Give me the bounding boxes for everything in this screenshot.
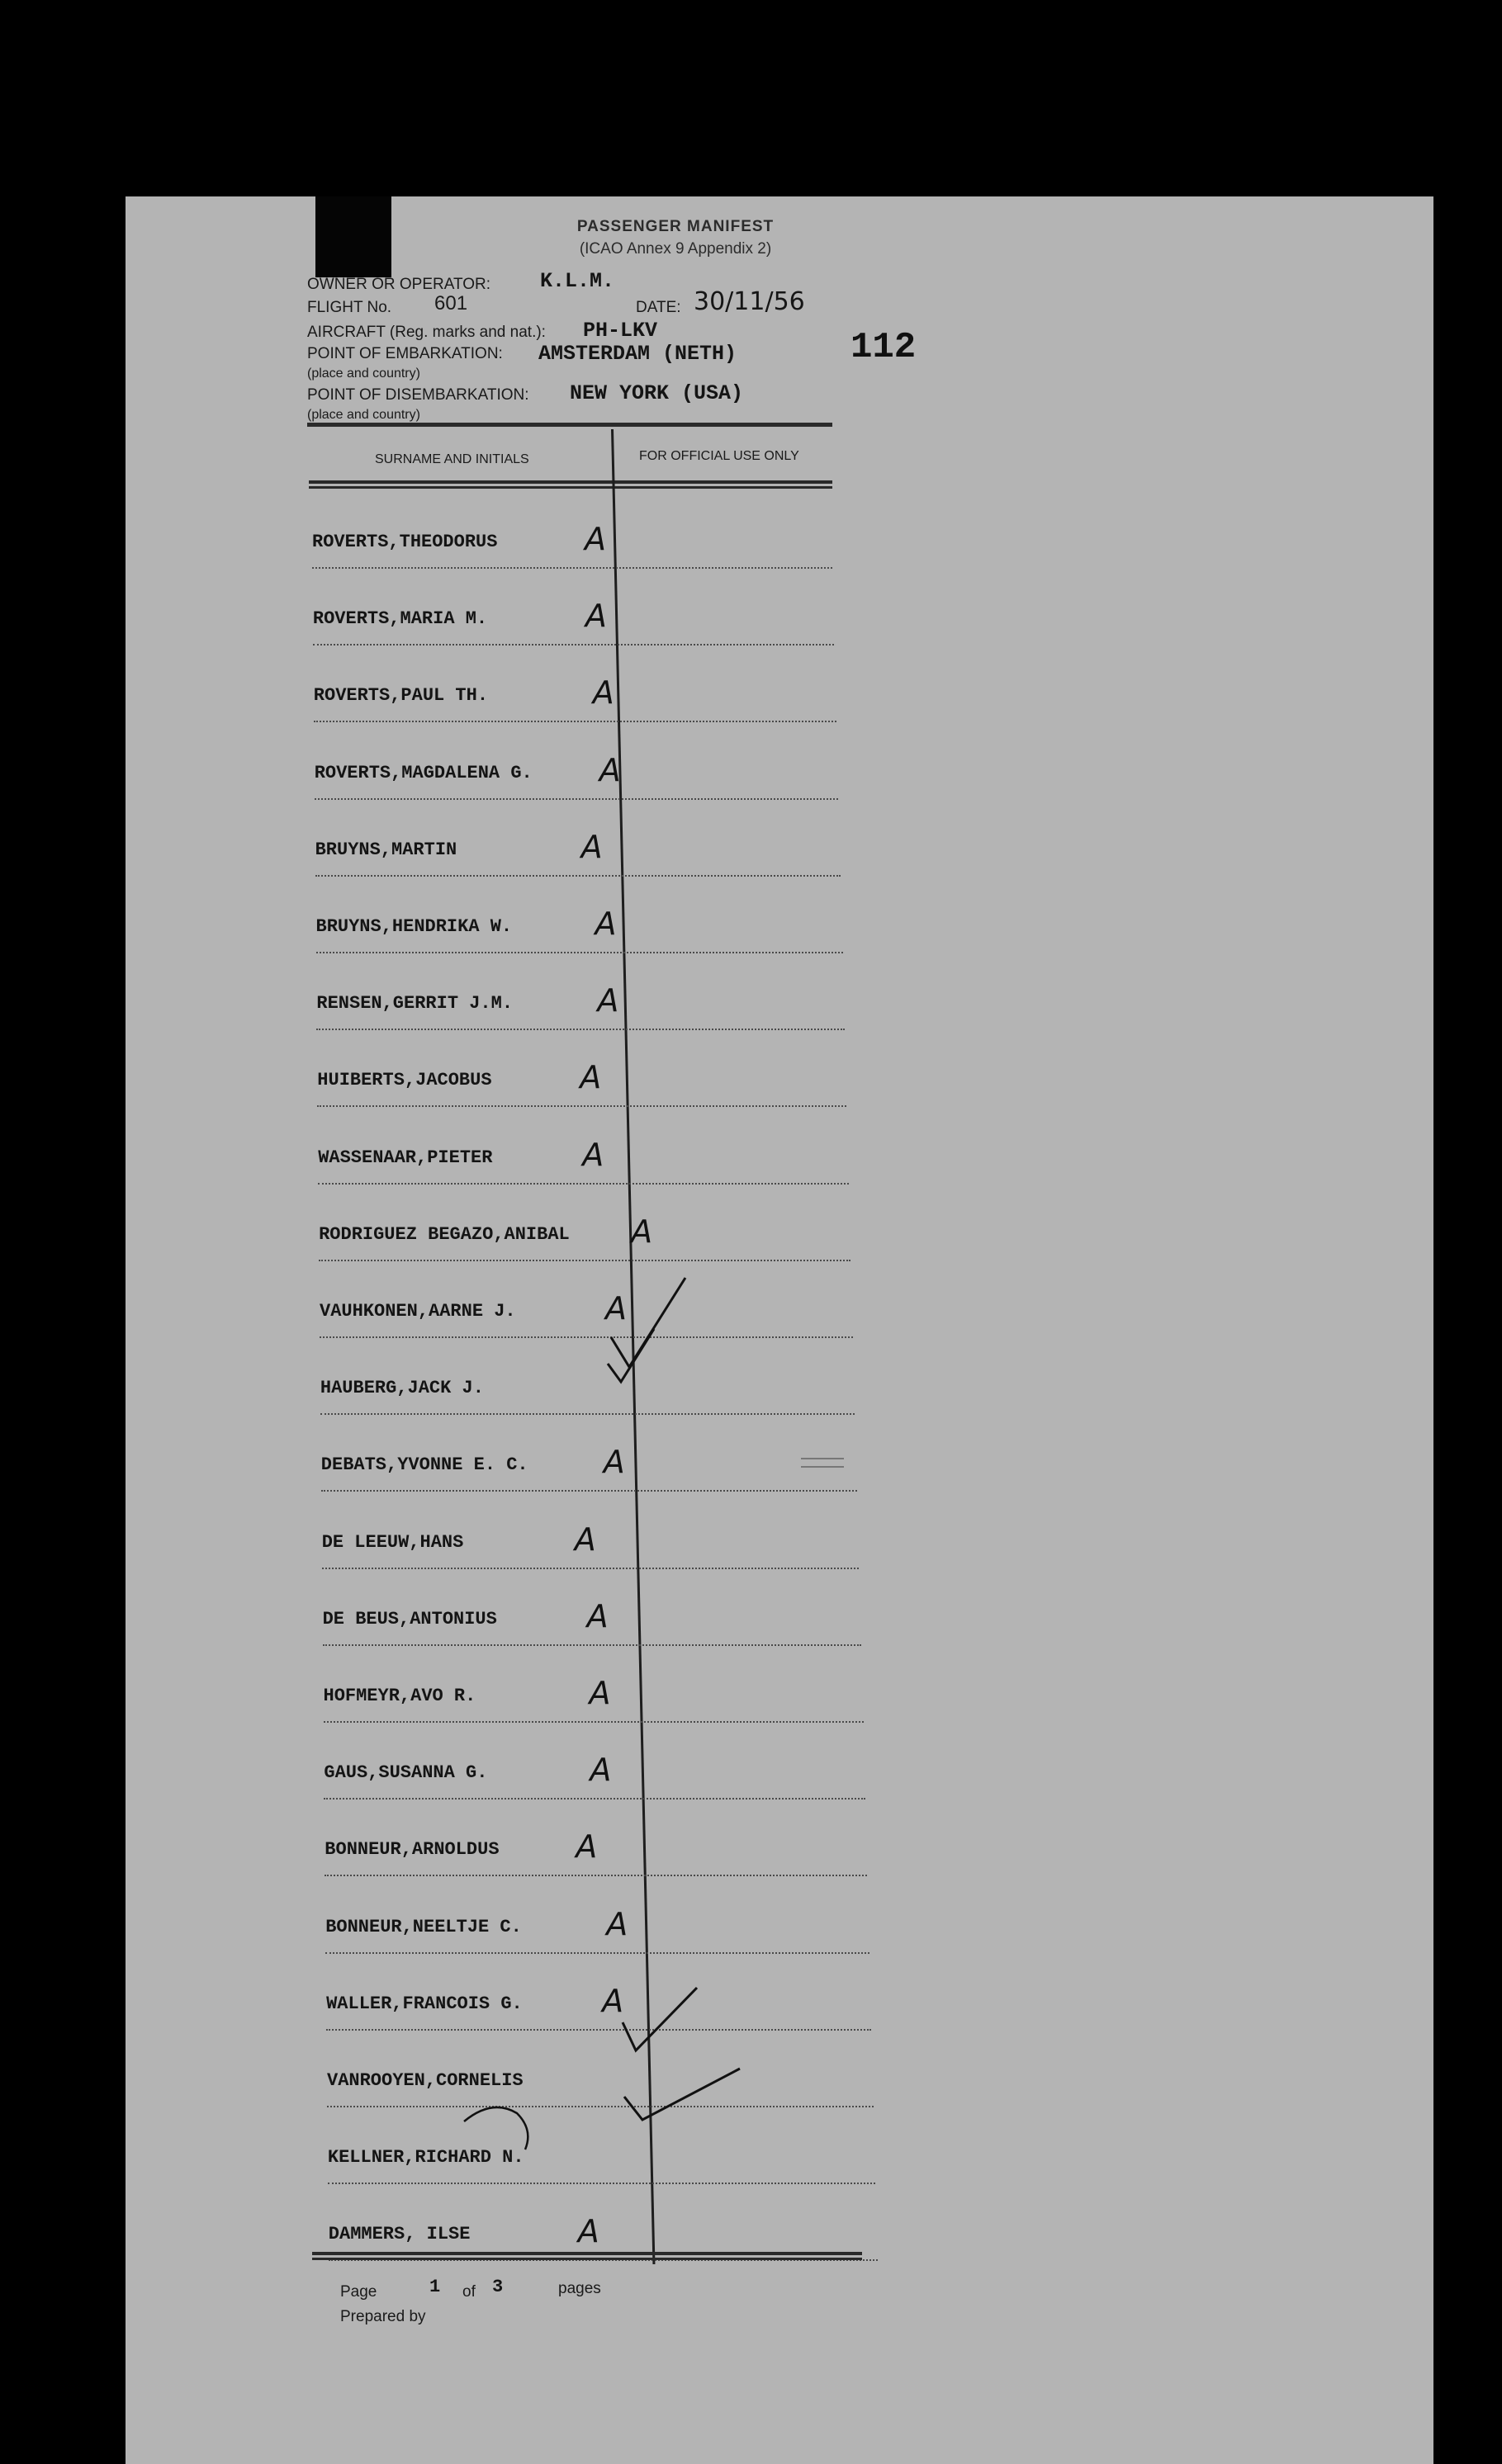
handwritten-mark: A [577, 2213, 599, 2250]
handwritten-mark: A [580, 1059, 602, 1096]
stray-mark [801, 1458, 844, 1468]
list-item [315, 800, 841, 877]
handwritten-mark: A [602, 1982, 624, 2019]
footer-pages-label: pages [558, 2280, 601, 2297]
footer-of-label: of [462, 2283, 476, 2301]
passenger-name: BRUYNS,HENDRIKA W. [315, 916, 513, 937]
footer-page-label: Page [340, 2283, 377, 2301]
list-item [323, 1569, 861, 1646]
header-rule [307, 423, 832, 427]
embarkation-value: AMSTERDAM (NETH) [538, 342, 737, 366]
list-item [318, 1108, 849, 1185]
passenger-name: RENSEN,GERRIT J.M. [316, 993, 514, 1014]
handwritten-mark: A [582, 1136, 604, 1173]
list-item [324, 1646, 864, 1723]
passenger-name: VAUHKONEN,AARNE J. [320, 1301, 516, 1322]
list-item [329, 2184, 878, 2261]
owner-value: K.L.M. [540, 269, 615, 293]
handwritten-mark: A [576, 1828, 598, 1866]
list-item [317, 1030, 846, 1107]
list-item [320, 1338, 855, 1415]
list-item [315, 723, 839, 800]
owner-label: OWNER OR OPERATOR: [307, 276, 491, 293]
passenger-name: WASSENAAR,PIETER [318, 1147, 493, 1168]
passenger-name: KELLNER,RICHARD N. [327, 2147, 524, 2168]
handwritten-mark: A [592, 674, 614, 712]
column-header-rule [309, 480, 832, 489]
list-item [312, 492, 832, 569]
list-item [316, 877, 843, 953]
handwritten-correction-mark [459, 2097, 542, 2154]
handwritten-mark: A [574, 1520, 596, 1558]
list-item [327, 2031, 874, 2107]
list-item [324, 1723, 865, 1800]
passenger-name: ROVERTS,THEODORUS [312, 532, 498, 552]
flight-value: 601 [434, 292, 468, 315]
passenger-name: ROVERTS,MARIA M. [312, 608, 488, 630]
handwritten-mark: A [603, 1444, 625, 1481]
footer-of-value: 3 [492, 2277, 504, 2297]
list-item [319, 1185, 851, 1261]
check-mark-icon [621, 2064, 745, 2130]
handwritten-mark: A [585, 521, 606, 557]
date-value: 30/11/56 [694, 287, 805, 316]
handwritten-mark: A [631, 1213, 653, 1250]
passenger-name: DAMMERS, ILSE [328, 2224, 471, 2245]
date-label: DATE: [636, 299, 681, 316]
page-number: 112 [851, 327, 917, 368]
passenger-name: DEBATS,YVONNE E. C. [320, 1454, 528, 1476]
passenger-name: ROVERTS,PAUL TH. [313, 685, 489, 707]
check-mark-icon [604, 1322, 662, 1388]
handwritten-mark: A [589, 1675, 611, 1711]
disembarkation-label: POINT OF DISEMBARKATION: [307, 386, 529, 404]
list-item [328, 2107, 876, 2184]
flight-label: FLIGHT No. [307, 299, 392, 316]
redaction-mark [315, 196, 391, 277]
manifest-subtitle: (ICAO Annex 9 Appendix 2) [579, 240, 772, 258]
passenger-name: WALLER,FRANCOIS G. [326, 1993, 523, 2014]
handwritten-mark: A [595, 906, 617, 942]
handwritten-mark: A [599, 751, 621, 788]
passenger-name: HUIBERTS,JACOBUS [317, 1070, 492, 1091]
list-item [320, 1261, 853, 1338]
handwritten-mark: A [586, 1597, 609, 1634]
disembarkation-note: (place and country) [307, 408, 420, 422]
list-item [313, 569, 835, 646]
footer-rule [312, 2252, 862, 2260]
passenger-name: DE BEUS,ANTONIUS [322, 1608, 497, 1629]
passenger-name: HAUBERG,JACK J. [320, 1378, 484, 1399]
list-item [326, 1954, 871, 2031]
handwritten-mark: A [590, 1752, 612, 1789]
passenger-name: BONNEUR,ARNOLDUS [325, 1839, 500, 1861]
list-item [325, 1877, 869, 1954]
embarkation-note: (place and country) [307, 367, 420, 381]
passenger-name: BONNEUR,NEELTJE C. [325, 1916, 522, 1937]
handwritten-mark: A [605, 1290, 627, 1327]
footer-prepared-label: Prepared by [340, 2308, 426, 2325]
embarkation-label: POINT OF EMBARKATION: [307, 345, 503, 362]
passenger-name: RODRIGUEZ BEGAZO,ANIBAL [319, 1223, 570, 1245]
passenger-name: HOFMEYR,AVO R. [323, 1686, 476, 1706]
passenger-name: DE LEEUW,HANS [321, 1531, 464, 1553]
list-item [322, 1492, 860, 1569]
handwritten-mark: A [597, 982, 619, 1019]
surname-column-header: SURNAME AND INITIALS [375, 452, 529, 466]
list-item [325, 1800, 867, 1876]
check-mark-icon [618, 1983, 700, 2057]
passenger-name: VANROOYEN,CORNELIS [327, 2070, 524, 2091]
aircraft-value: PH-LKV [583, 319, 658, 343]
handwritten-mark: A [585, 598, 607, 635]
passenger-name: ROVERTS,MAGDALENA G. [314, 762, 533, 783]
passenger-name: GAUS,SUSANNA G. [324, 1762, 488, 1784]
list-item [321, 1415, 857, 1492]
passenger-name: BRUYNS,MARTIN [315, 839, 457, 860]
handwritten-mark: A [606, 1905, 628, 1942]
list-item [314, 646, 836, 722]
disembarkation-value: NEW YORK (USA) [570, 381, 744, 405]
aircraft-label: AIRCRAFT (Reg. marks and nat.): [307, 324, 546, 341]
manifest-title: PASSENGER MANIFEST [576, 218, 775, 235]
footer-page-value: 1 [429, 2277, 441, 2297]
handwritten-mark: A [580, 828, 603, 865]
list-item [316, 953, 845, 1030]
official-use-column-header: FOR OFFICIAL USE ONLY [639, 449, 799, 463]
